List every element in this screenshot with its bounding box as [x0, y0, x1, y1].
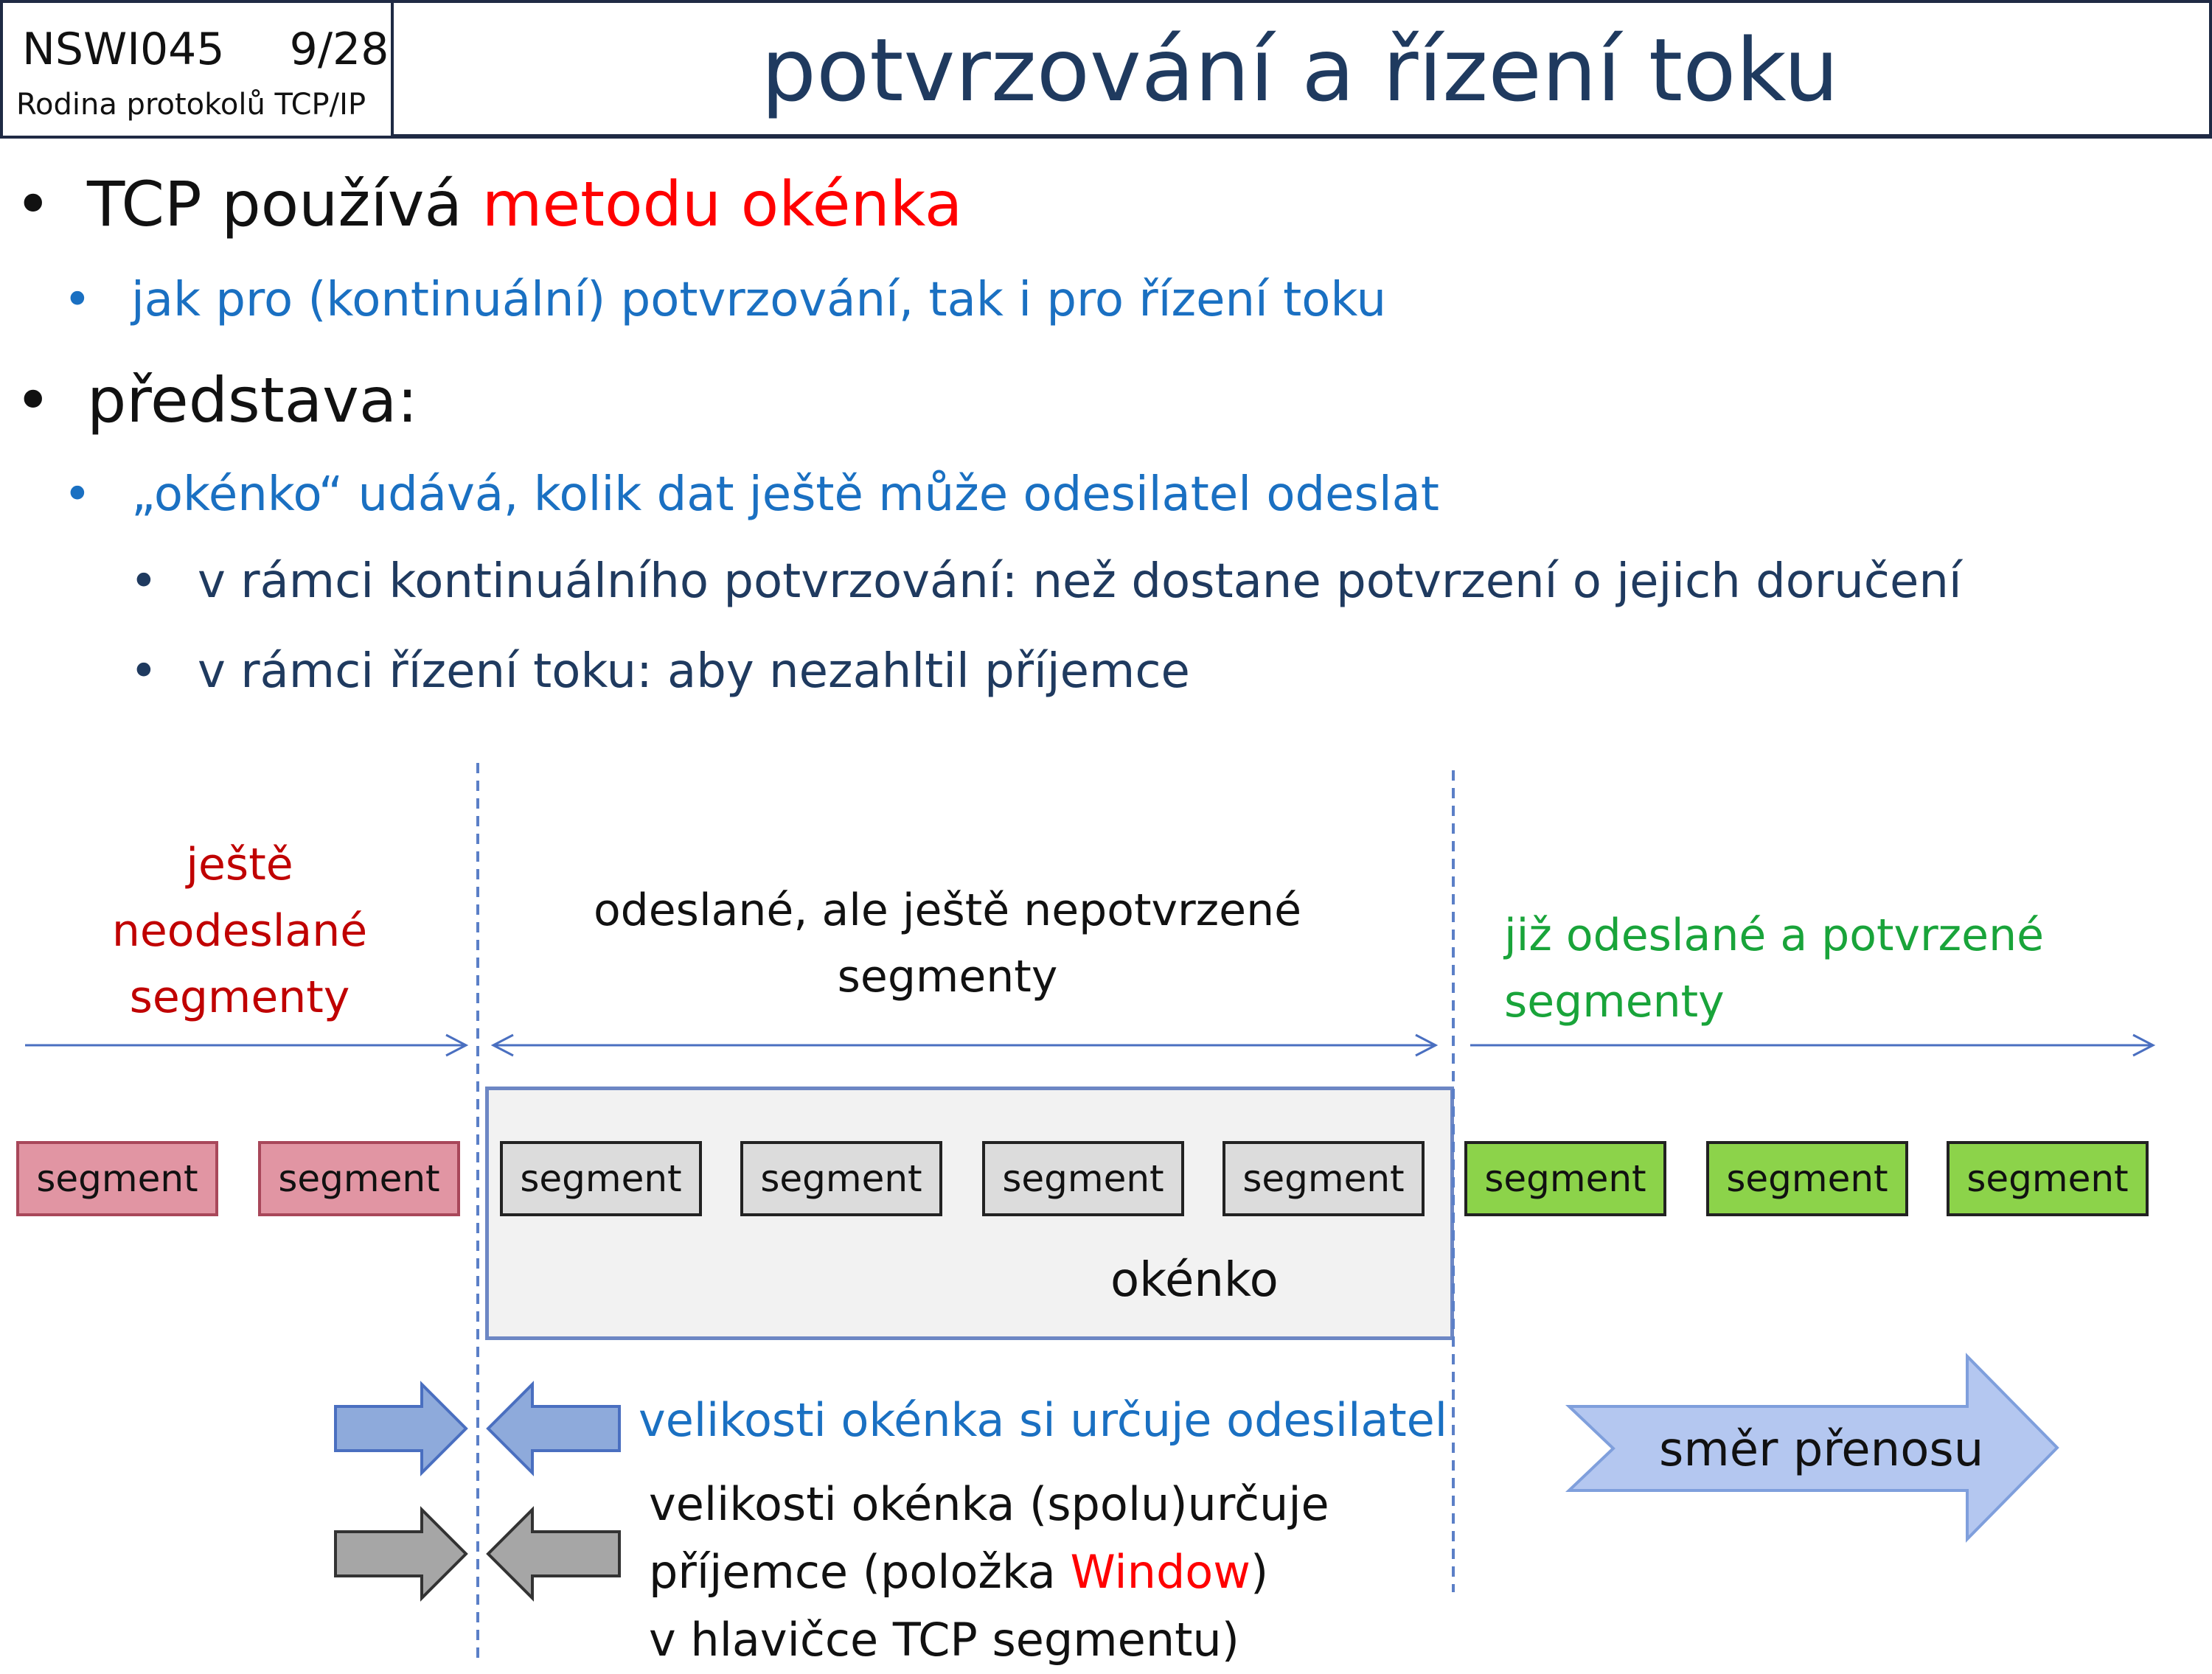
segment-in-window: segment	[740, 1141, 942, 1216]
label-acked-line2: segmenty	[1504, 976, 1725, 1028]
label-sent-unacked	[560, 877, 1335, 1010]
bullet-2-text: představa:	[87, 364, 418, 436]
bullet-1-sub-text: jak pro (kontinuální) potvrzování, tak i pro řízení toku	[131, 273, 1387, 327]
page-number: 9/28	[289, 24, 389, 75]
segment-acked: segment	[1947, 1141, 2149, 1216]
label-acked-line1: již odeslané a potvrzené	[1504, 910, 2045, 961]
segment-unsent: segment	[258, 1141, 460, 1216]
label-unsent-line1: ještě	[186, 839, 293, 890]
receiver-note-line2-text: příjemce (položka	[649, 1545, 1071, 1599]
bullet-dot: •	[63, 273, 91, 327]
bullet-2-sub-a-text: v rámci kontinuálního potvrzování: než dostane potvrzení o jejich doručení	[198, 554, 1962, 609]
receiver-note-line2: příjemce (položka Window)	[649, 1545, 1269, 1599]
receiver-note-line1: velikosti okénka (spolu)určuje	[649, 1477, 1329, 1531]
bullet-dot: •	[15, 168, 52, 240]
bullet-dot: •	[130, 554, 158, 609]
bullet-1-highlight: metodu okénka	[481, 168, 963, 240]
direction-label: směr přenosu	[1659, 1423, 1984, 1477]
receiver-note-line3: v hlavičce TCP segmentu)	[649, 1613, 1239, 1667]
receiver-arrow-right-icon	[335, 1510, 466, 1598]
segment-acked: segment	[1706, 1141, 1908, 1216]
segment-acked: segment	[1464, 1141, 1666, 1216]
receiver-note	[649, 1471, 1329, 1674]
course-subtitle: Rodina protokolů TCP/IP	[16, 88, 366, 122]
label-sent-unacked-line1: odeslané, ale ještě nepotvrzené	[593, 885, 1302, 936]
bullet-dot: •	[15, 364, 52, 436]
bullet-2-sub-text: „okénko“ udává, kolik dat ještě může odesilatel odeslat	[131, 467, 1439, 522]
bullet-dot: •	[63, 467, 91, 522]
bullet-dot: •	[130, 644, 158, 699]
page-title: potvrzování a řízení toku	[761, 19, 1839, 121]
course-code-text: NSWI045	[22, 24, 225, 75]
label-unsent-line2: neodeslané	[111, 905, 368, 957]
label-unsent	[74, 831, 406, 1030]
bullet-2-sub-b-text: v rámci řízení toku: aby nezahltil příjemce	[198, 644, 1190, 699]
segment-in-window: segment	[500, 1141, 702, 1216]
window-field-name: Window	[1070, 1545, 1251, 1599]
window-label: okénko	[1110, 1253, 1279, 1308]
receiver-arrow-left-icon	[488, 1510, 619, 1598]
sender-note: velikosti okénka si určuje odesilatel	[639, 1393, 1448, 1447]
label-sent-unacked-line2: segmenty	[837, 951, 1058, 1002]
segment-unsent: segment	[16, 1141, 218, 1216]
sender-arrow-left-icon	[488, 1384, 619, 1473]
segment-in-window: segment	[1222, 1141, 1425, 1216]
label-unsent-line3: segmenty	[129, 972, 350, 1023]
bullet-1-text: TCP používá	[87, 168, 482, 240]
sender-arrow-right-icon	[335, 1384, 466, 1473]
label-acked	[1504, 902, 2044, 1035]
segment-in-window: segment	[982, 1141, 1184, 1216]
